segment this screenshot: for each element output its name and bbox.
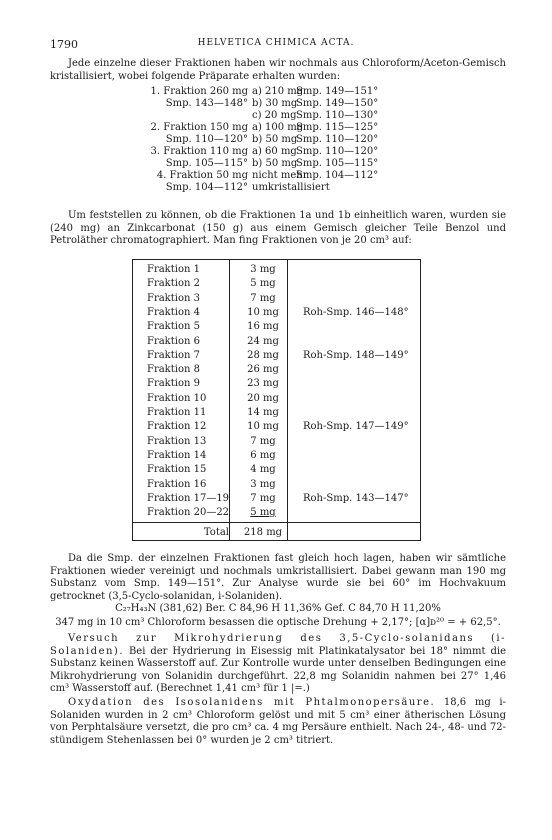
fraction-list-cell: Smp. 110—130° <box>296 110 379 121</box>
table-row <box>133 291 420 306</box>
fraction-name: Fraktion 12 <box>147 421 207 433</box>
fraction-melting-point: Roh-Smp. 146—148° <box>303 306 409 318</box>
chromatography-paragraph: Um feststellen zu können, ob die Fraktionen 1a und 1b einheitlich waren, wurden sie (240 mg) an Zinkcarbonat (150 g) aus einem Gemisch gleicher Teile Benzol und Petroläther chromatographiert. Man fing Fraktionen von je 20 cm³ auf: <box>50 210 506 247</box>
fraction-list-cell: b) 50 mg <box>252 134 298 145</box>
fraction-name: Fraktion 10 <box>147 392 207 404</box>
fraction-mass: 3 mg <box>250 264 276 275</box>
fraction-name: Fraktion 11 <box>147 407 207 418</box>
table-row <box>133 262 420 277</box>
table-row <box>133 348 420 363</box>
fraction-mass: 4 mg <box>250 464 276 476</box>
running-header <box>50 38 502 52</box>
fraction-list-cell: 1. Fraktion 260 mg <box>150 86 248 97</box>
fraction-list-cell: Smp. 110—120° <box>296 146 379 157</box>
fraction-list-cell: c) 20 mg <box>252 110 297 121</box>
journal-title: HELVETICA CHIMICA ACTA. <box>197 38 355 48</box>
recombination-paragraph: Da die Smp. der einzelnen Fraktionen fast gleich hoch lagen, haben wir sämtliche Fraktionen wieder vereinigt und nochmals umkristallisiert. Dabei gewann man 190 mg Substanz vom Smp. 149—151°. Zur Analyse wurde sie bei 60° im Hochvakuum getrocknet (3,5-Cyclo-solanidan, i-Solaniden). <box>50 553 506 602</box>
fraction-list-cell: Smp. 115—125° <box>296 122 379 133</box>
fraction-list-cell: nicht mehr <box>252 170 308 181</box>
fraction-list-cell: 4. Fraktion 50 mg <box>156 170 248 181</box>
fraction-mass: 20 mg <box>247 392 279 404</box>
fraction-mass: 3 mg <box>250 478 276 490</box>
fraction-name: Fraktion 13 <box>147 435 207 447</box>
table-row <box>133 491 420 506</box>
table-row <box>133 434 420 449</box>
fraction-mass: 16 mg <box>247 321 279 333</box>
fraction-name: Fraktion 8 <box>147 364 200 376</box>
fraction-name: Fraktion 16 <box>147 478 207 490</box>
fraction-mass: 6 mg <box>250 449 276 461</box>
fraction-list-cell: Smp. 149—150° <box>296 98 379 109</box>
fraction-name: Fraktion 2 <box>147 278 200 290</box>
fraction-name: Fraktion 4 <box>147 306 200 318</box>
fraction-mass: 7 mg <box>250 435 276 447</box>
intro-paragraph: Jede einzelne dieser Fraktionen haben wir nochmals aus Chloroform/Aceton-Gemisch kristallisiert, wobei folgende Präparate erhalten wurden: <box>50 58 506 82</box>
fraction-list-cell: b) 30 mg <box>252 98 298 109</box>
table-row <box>133 462 420 477</box>
oxidation-paragraph <box>50 697 506 747</box>
fraction-list-cell: b) 50 mg <box>252 158 298 169</box>
fraction-list-cell: a) 60 mg <box>252 146 297 157</box>
table-row <box>133 419 420 434</box>
fraction-mass: 24 mg <box>247 335 279 347</box>
table-row <box>133 505 420 520</box>
fraction-name: Fraktion 9 <box>147 378 200 390</box>
table-row <box>133 305 420 320</box>
table-row <box>133 405 420 420</box>
analysis-line: C₂₇H₄₃N (381,62) Ber. C 84,96 H 11,36% Gef. C 84,70 H 11,20% <box>115 603 441 614</box>
oxidation-text: 18,6 mg i-Solaniden wurden in 2 cm³ Chloroform gelöst und mit 5 cm³ einer ätherischen Lösung von Perphtalsäure versetzt, die pro cm³ ca. 4 mg Persäure enthielt. Nach 24-, 48- und 72-stündigem Stehenlassen bei 0° wurden je 2 cm³ titriert. <box>50 697 506 746</box>
fraction-list-cell: umkristallisiert <box>252 182 330 193</box>
table-row <box>133 276 420 291</box>
fraction-name: Fraktion 15 <box>147 464 207 476</box>
fraction-list-cell: a) 100 mg <box>252 122 304 133</box>
fraction-list-cell: Smp. 110—120° <box>296 134 379 145</box>
table-row <box>133 391 420 406</box>
fraction-list-cell: Smp. 104—112° <box>296 170 379 181</box>
total-value: 218 mg <box>243 527 283 538</box>
table-row <box>133 334 420 349</box>
fraction-list-cell: Smp. 105—115° <box>296 158 379 169</box>
table-row <box>133 362 420 377</box>
fraction-name: Fraktion 5 <box>147 321 200 333</box>
oxidation-heading: Oxydation des Isosolanidens mit Phtalmonopersäure. <box>68 697 436 708</box>
fraction-mass: 10 mg <box>247 306 279 318</box>
fraction-name: Fraktion 1 <box>147 264 200 275</box>
fraction-mass: 7 mg <box>250 492 276 504</box>
fraction-list-cell: 2. Fraktion 150 mg <box>150 122 248 133</box>
table-row <box>133 477 420 492</box>
fraction-name: Fraktion 3 <box>147 292 200 304</box>
rotation-line: 347 mg in 10 cm³ Chloroform besassen die optische Drehung + 2,17°; [α]ᴅ²⁰ = + 62,5°. <box>55 617 501 628</box>
table-row <box>133 448 420 463</box>
fraction-list-cell: Smp. 110—120° <box>165 134 248 145</box>
hydrogenation-heading: Versuch zur Mikrohydrierung des 3,5-Cyclo-solanidans (i-Solaniden). <box>50 633 506 657</box>
fraction-name: Fraktion 7 <box>147 349 200 361</box>
fraction-name: Fraktion 20—22 <box>147 507 230 519</box>
table-row <box>133 319 420 334</box>
fraction-list-cell: Smp. 143—148° <box>165 98 248 109</box>
fraction-mass: 5 mg <box>250 507 276 519</box>
fraction-mass: 10 mg <box>247 421 279 433</box>
fraction-name: Fraktion 17—19 <box>147 492 230 504</box>
fraction-mass: 5 mg <box>250 278 276 290</box>
table-row <box>133 376 420 391</box>
fraction-list-cell: Smp. 105—115° <box>165 158 248 169</box>
fraction-melting-point: Roh-Smp. 147—149° <box>303 421 409 433</box>
fraction-mass: 26 mg <box>247 364 279 376</box>
fraction-mass: 7 mg <box>250 292 276 304</box>
fraction-mass: 14 mg <box>247 407 279 418</box>
fraction-table <box>132 259 421 541</box>
fraction-name: Fraktion 6 <box>147 335 200 347</box>
fraction-list-cell: 3. Fraktion 110 mg <box>150 146 248 157</box>
fraction-list-cell: a) 210 mg <box>252 86 304 97</box>
page-number: 1790 <box>50 38 78 51</box>
total-label: Total <box>203 527 229 538</box>
fraction-melting-point: Roh-Smp. 148—149° <box>303 349 409 361</box>
fraction-name: Fraktion 14 <box>147 449 207 461</box>
fraction-list-cell: Smp. 149—151° <box>296 86 379 97</box>
fraction-mass: 28 mg <box>247 349 279 361</box>
hydrogenation-text: Bei der Hydrierung in Eisessig mit Platinkatalysator bei 18° nimmt die Substanz keinen Wasserstoff auf. Zur Kontrolle wurde unter denselben Bedingungen eine Mikrohydrierung von Solanidin durchgeführt. 22,8 mg Solanidin nahmen bei 27° 1,46 cm³ Wasserstoff auf. (Berechnet 1,41 cm³ für 1 |=.) <box>50 645 506 695</box>
fraction-list-cell: Smp. 104—112° <box>165 182 248 193</box>
fraction-melting-point: Roh-Smp. 143—147° <box>303 492 409 504</box>
fraction-mass: 23 mg <box>247 378 279 390</box>
hydrogenation-paragraph <box>50 633 506 696</box>
